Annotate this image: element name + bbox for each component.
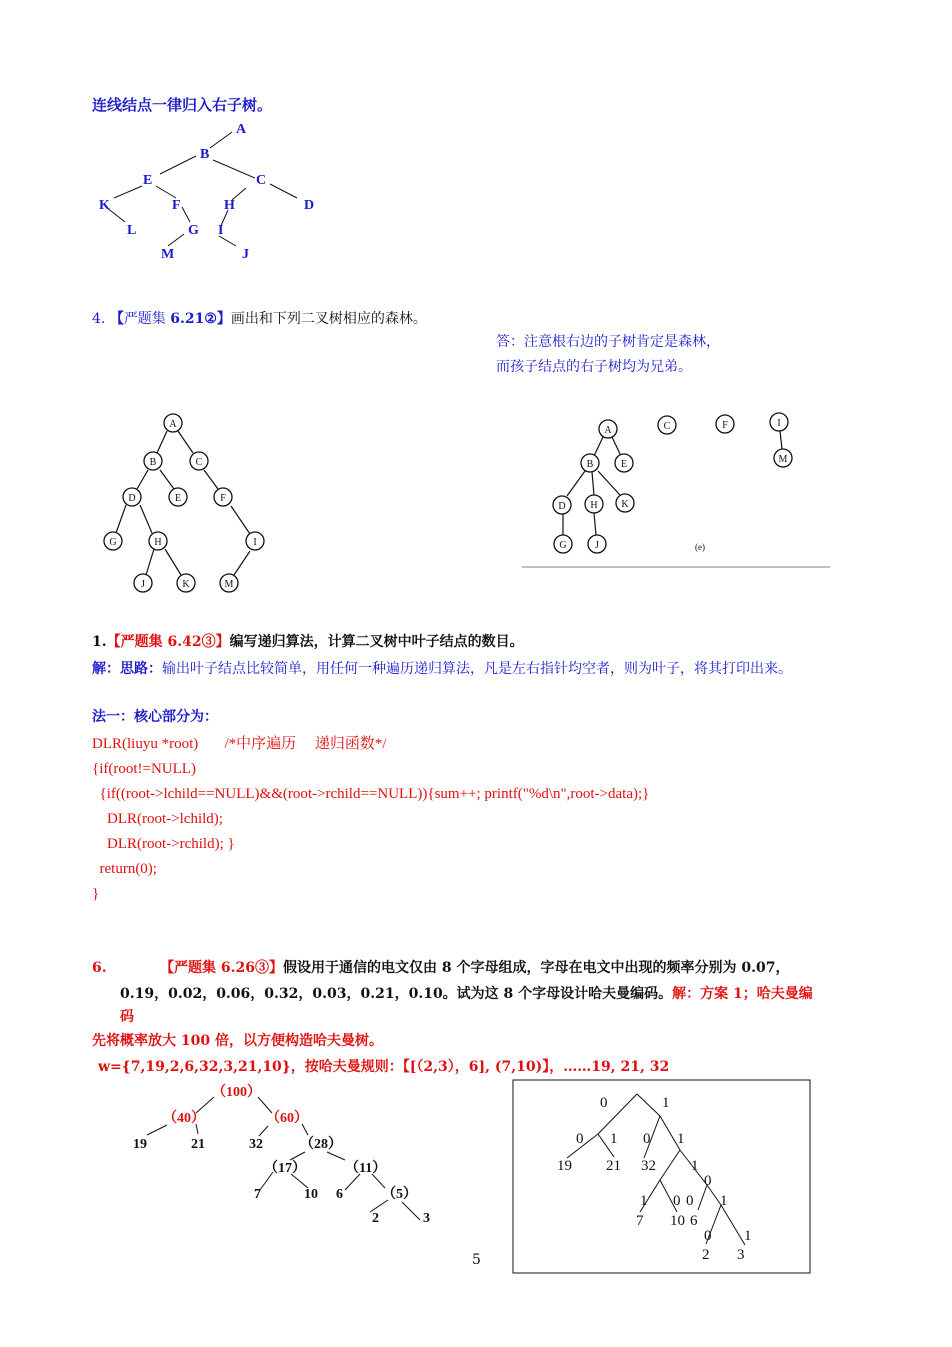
code-label: 0 bbox=[704, 1228, 712, 1244]
code-label: 1 bbox=[662, 1095, 670, 1111]
forest-node-c: C bbox=[663, 421, 671, 432]
forest-node-i: I bbox=[777, 418, 781, 429]
forest-node-j: J bbox=[595, 540, 599, 551]
code-leaf: 2 bbox=[702, 1247, 710, 1263]
code-line: {if((root->lchild==NULL)&&(root->rchild==NULL)){sum++; printf("%d\n",root->data);} bbox=[92, 786, 650, 802]
q4-text: 画出和下列二叉树相应的森林。 bbox=[230, 311, 427, 327]
q4-num: 4. bbox=[92, 311, 106, 327]
code-line: {if(root!=NULL) bbox=[92, 761, 196, 777]
code-leaf: 10 bbox=[670, 1213, 685, 1229]
tree1-node-l: L bbox=[127, 223, 137, 238]
forest-node-k: K bbox=[621, 499, 629, 510]
q4-bracket-open: 【 bbox=[109, 311, 124, 327]
huff-node-28: （28） bbox=[300, 1137, 342, 1152]
huff-node-100: （100） bbox=[212, 1085, 261, 1100]
tree1-node-d: D bbox=[304, 198, 315, 213]
tree1-node-h: H bbox=[224, 198, 235, 213]
code-label: 0 bbox=[673, 1193, 681, 1209]
huff-node-5: （5） bbox=[382, 1187, 417, 1202]
bt-node-h: H bbox=[154, 537, 162, 548]
code-label: 1 bbox=[691, 1158, 699, 1174]
huff-node-21: 21 bbox=[191, 1137, 205, 1152]
bt-node-a: A bbox=[169, 419, 177, 430]
q1-source: 【严题集 6.42③】 bbox=[106, 634, 230, 650]
tree1-node-c: C bbox=[256, 173, 267, 188]
forest-node-e: E bbox=[620, 459, 628, 470]
tree1-node-m: M bbox=[161, 247, 175, 262]
q1-sol-label: 解：思路： bbox=[92, 661, 162, 677]
forest-caption: (e) bbox=[695, 542, 705, 552]
bt-node-k: K bbox=[182, 579, 190, 590]
code-label: 1 bbox=[720, 1193, 728, 1209]
bt-node-c: C bbox=[195, 457, 203, 468]
bt-node-e: E bbox=[174, 493, 182, 504]
forest-node-m: M bbox=[778, 454, 788, 465]
q6-sol-b: 码 bbox=[120, 1009, 134, 1025]
code-label: 0 bbox=[643, 1131, 651, 1147]
huff-node-40: （40） bbox=[163, 1111, 205, 1126]
code-line: return(0); bbox=[92, 861, 157, 877]
q4-ref: 6.21② bbox=[170, 311, 217, 327]
bt-node-j: J bbox=[141, 579, 145, 590]
bt-node-f: F bbox=[220, 493, 226, 504]
code-line: DLR(root->rchild); } bbox=[92, 836, 235, 852]
q4-answer-2: 而孩子结点的右子树均为兄弟。 bbox=[496, 359, 692, 375]
q4-bracket-close: 】 bbox=[216, 311, 231, 327]
code-label: 1 bbox=[610, 1131, 618, 1147]
tree1-node-e: E bbox=[143, 173, 153, 188]
tree1-node-j: J bbox=[242, 247, 249, 262]
tree1-node-f: F bbox=[172, 198, 181, 213]
q4-answer-1: 答：注意根右边的子树肯定是森林， bbox=[496, 334, 720, 350]
forest-node-b: B bbox=[586, 459, 594, 470]
q1-title: 编写递归算法，计算二叉树中叶子结点的数目。 bbox=[229, 634, 524, 650]
huff-node-17: （17） bbox=[264, 1161, 306, 1176]
q4-source: 严题集 bbox=[123, 311, 166, 327]
q6-sol: 解：方案 1；哈夫曼编 bbox=[672, 986, 813, 1002]
code-label: 1 bbox=[677, 1131, 685, 1147]
tree1-node-g: G bbox=[188, 223, 199, 238]
q6-scale-line: 先将概率放大 100 倍，以方便构造哈夫曼树。 bbox=[92, 1033, 383, 1049]
forest-node-g: G bbox=[559, 540, 567, 551]
huff-node-11: （11） bbox=[345, 1161, 387, 1176]
bt-node-i: I bbox=[253, 537, 257, 548]
bt-node-b: B bbox=[149, 457, 157, 468]
code-leaf: 6 bbox=[690, 1213, 698, 1229]
q6-num: 6. bbox=[92, 960, 107, 976]
q1-sol-text: 输出叶子结点比较简单，用任何一种遍历递归算法，凡是左右指针均空者，则为叶子，将其打印出来。 bbox=[162, 661, 792, 677]
code-leaf: 32 bbox=[641, 1158, 656, 1174]
q6-text-b: 0.19，0.02，0.06，0.32，0.03，0.21，0.10。试为这 8 个字母设计哈夫曼编码。 bbox=[120, 986, 673, 1002]
code-line: } bbox=[92, 886, 100, 902]
q1-num: 1. bbox=[92, 634, 107, 650]
huff-node-7: 7 bbox=[254, 1187, 261, 1202]
q6-source: 【严题集 6.26③】 bbox=[160, 960, 283, 976]
huff-node-2: 2 bbox=[372, 1211, 379, 1226]
code-label: 0 bbox=[686, 1193, 694, 1209]
tree1-node-k: K bbox=[99, 198, 110, 213]
code-label: 1 bbox=[744, 1228, 752, 1244]
huff-node-10: 10 bbox=[304, 1187, 318, 1202]
huff-node-3: 3 bbox=[423, 1211, 430, 1226]
code-label: 1 bbox=[640, 1193, 648, 1209]
code-line: DLR(root->lchild); bbox=[92, 811, 223, 827]
forest-node-f: F bbox=[722, 420, 728, 431]
code-leaf: 3 bbox=[737, 1247, 745, 1263]
code-leaf: 21 bbox=[606, 1158, 621, 1174]
tree1-node-i: I bbox=[218, 223, 224, 238]
forest-node-h: H bbox=[590, 500, 598, 511]
huff-node-6: 6 bbox=[336, 1187, 343, 1202]
huff-node-60: （60） bbox=[266, 1111, 308, 1126]
q6-weights-line: w={7,19,2,6,32,3,21,10}，按哈夫曼规则：【[（2,3），6], (7,10)】，……19, 21, 32 bbox=[98, 1059, 670, 1075]
code-line: DLR(liuyu *root) /*中序遍历 递归函数*/ bbox=[92, 736, 387, 752]
forest-node-a: A bbox=[604, 425, 612, 436]
huff-node-19: 19 bbox=[133, 1137, 147, 1152]
bt-node-g: G bbox=[109, 537, 117, 548]
code-leaf: 7 bbox=[636, 1213, 644, 1229]
bt-node-d: D bbox=[128, 493, 136, 504]
code-label: 0 bbox=[704, 1173, 712, 1189]
code-label: 0 bbox=[600, 1095, 608, 1111]
tree1-heading: 连线结点一律归入右子树。 bbox=[92, 96, 273, 114]
q6-text-a: 假设用于通信的电文仅由 8 个字母组成，字母在电文中出现的频率分别为 0.07， bbox=[282, 960, 790, 976]
q1-method: 法一：核心部分为： bbox=[92, 709, 218, 725]
code-leaf: 19 bbox=[557, 1158, 572, 1174]
bt-node-m: M bbox=[224, 579, 234, 590]
huff-node-32: 32 bbox=[249, 1137, 263, 1152]
code-label: 0 bbox=[576, 1131, 584, 1147]
tree1-node-b: B bbox=[200, 147, 210, 162]
tree1-node-a: A bbox=[236, 122, 247, 137]
forest-node-d: D bbox=[558, 501, 566, 512]
page-number: 5 bbox=[472, 1252, 481, 1268]
